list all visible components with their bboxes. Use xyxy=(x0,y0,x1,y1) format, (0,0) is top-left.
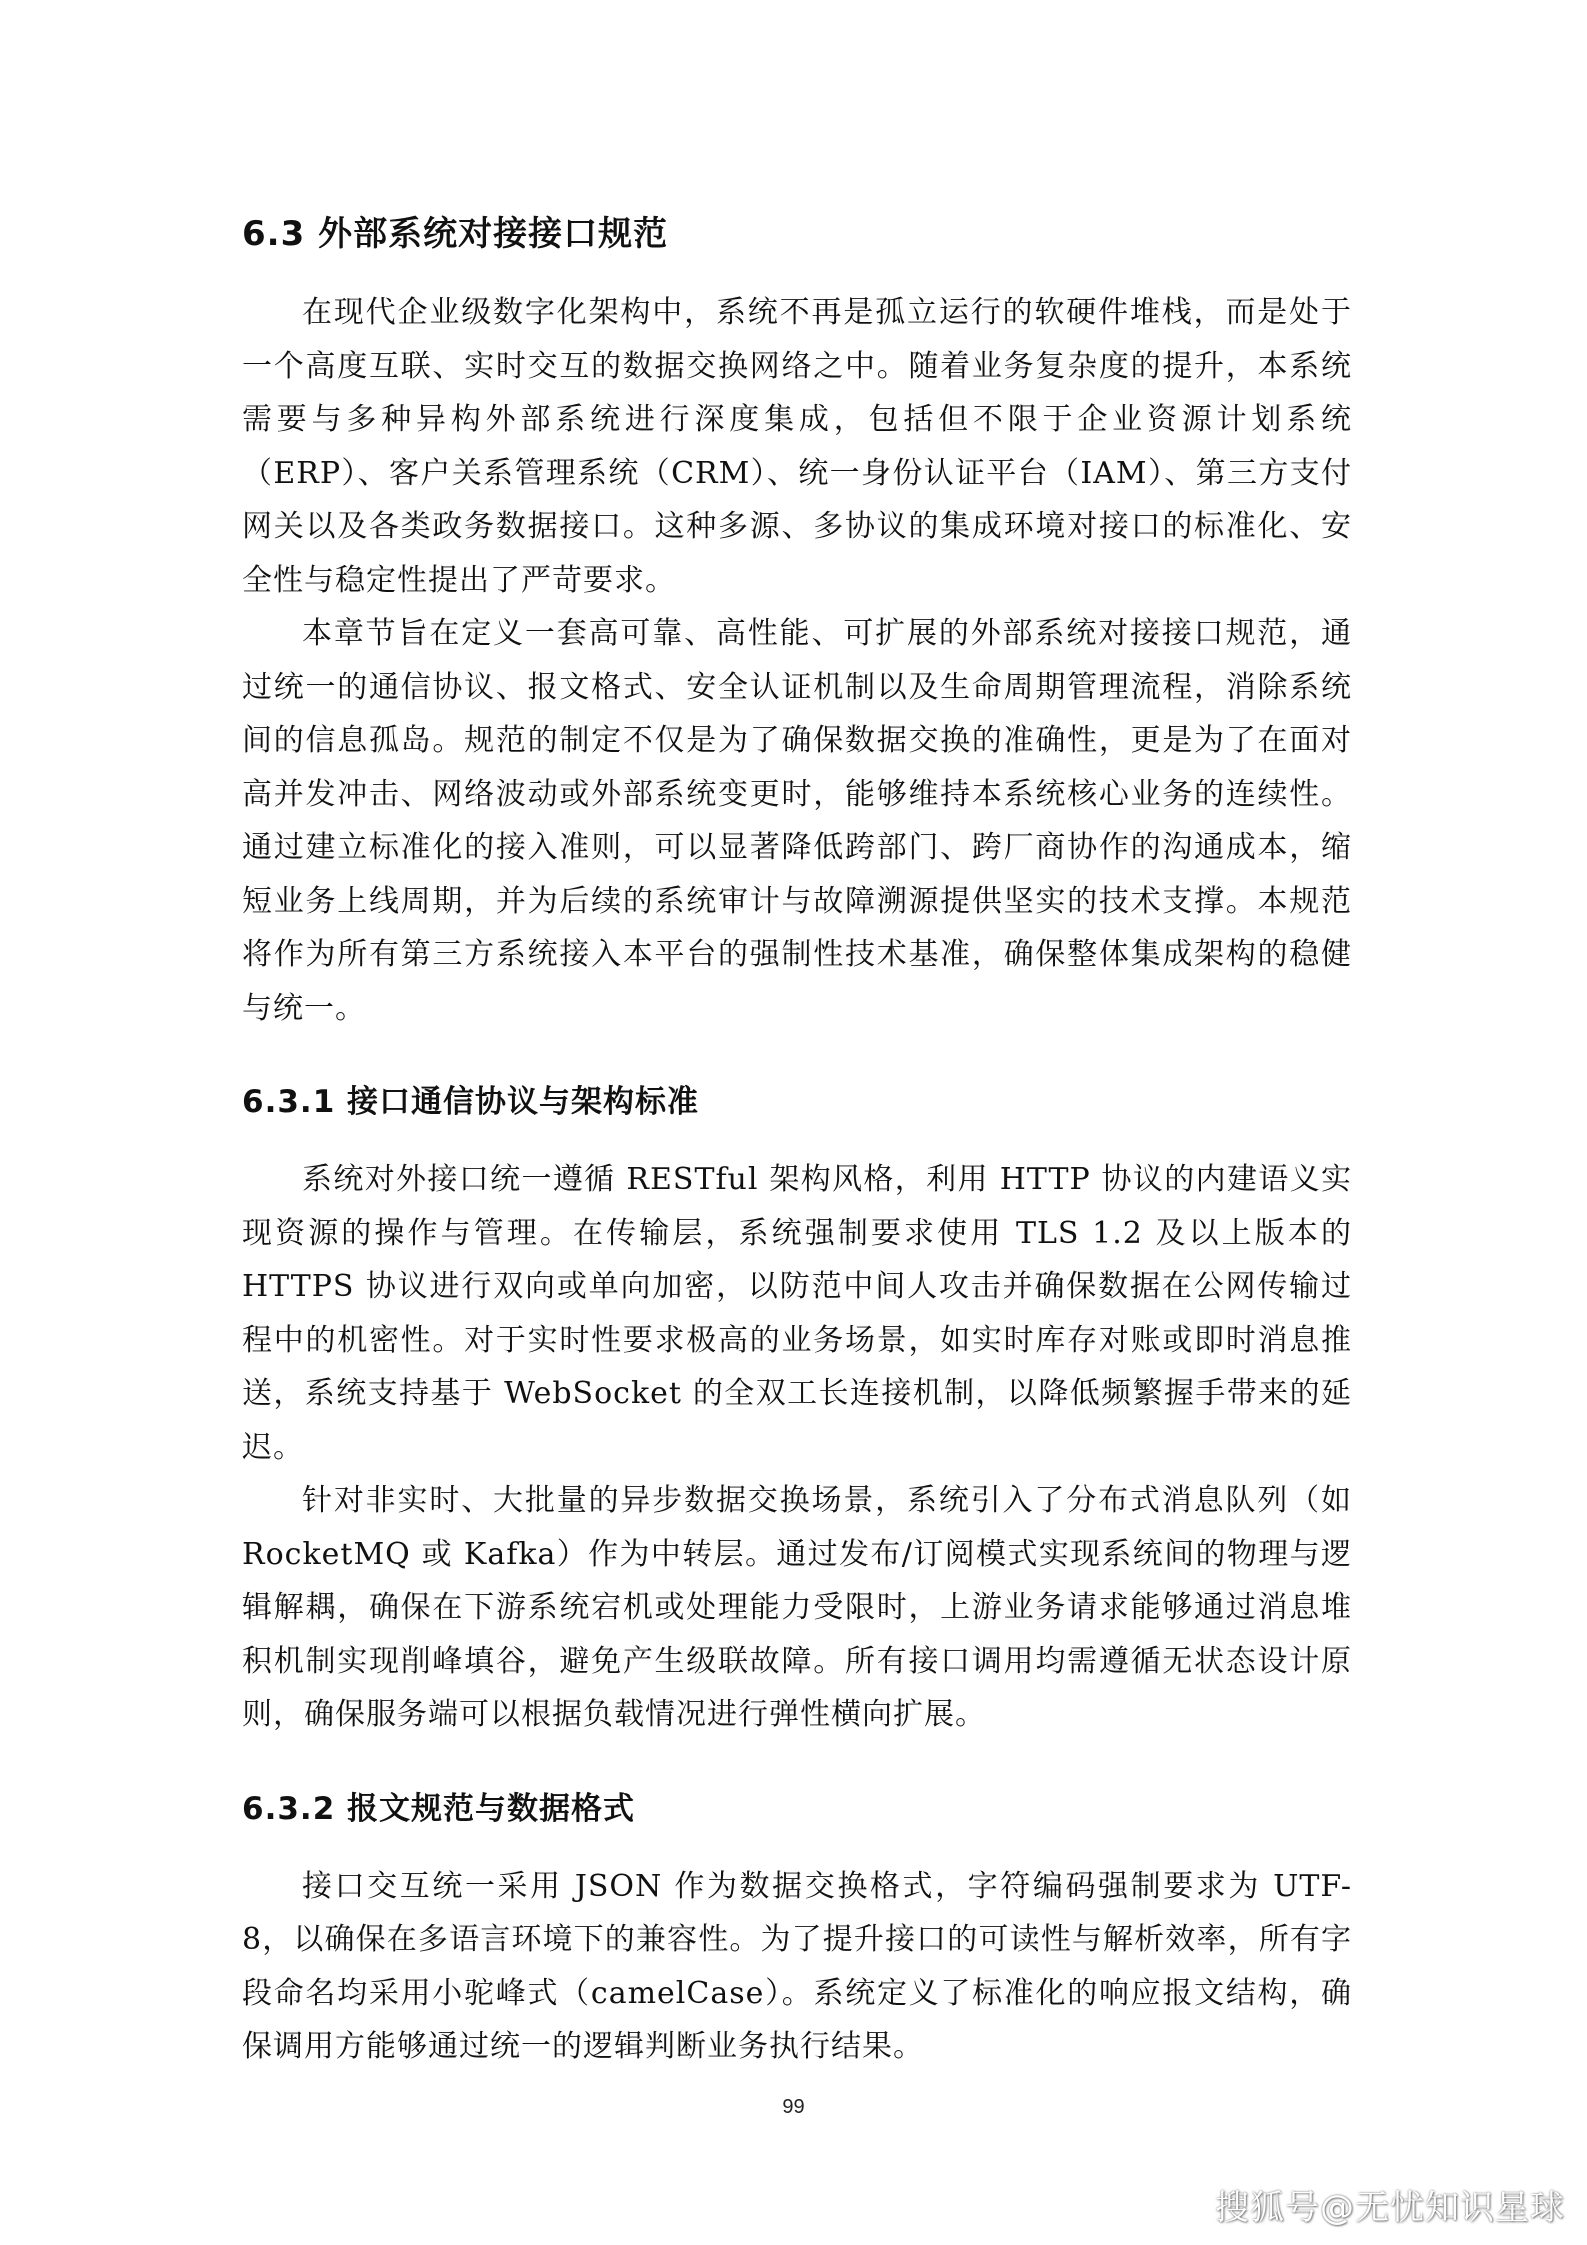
subsection-heading-6-3-1: 6.3.1 接口通信协议与架构标准 xyxy=(242,1084,700,1120)
section-paragraph-2: 本章节旨在定义一套高可靠、高性能、可扩展的外部系统对接接口规范，通过统一的通信协议、报文格式、安全认证机制以及生命周期管理流程，消除系统间的信息孤岛。规范的制定不仅是为了确保数据交换的准确性，更是为了在面对高并发冲击、网络波动或外部系统变更时，能够维持本系统核心业务的连续性。通过建立标准化的接入准则，可以显著降低跨部门、跨厂商协作的沟通成本，缩短业务上线周期，并为后续的系统审计与故障溯源提供坚实的技术支撑。本规范将作为所有第三方系统接入本平台的强制性技术基准，确保整体集成架构的稳健与统一。 xyxy=(242,616,1352,1026)
subsection-2-paragraph-1: 接口交互统一采用 JSON 作为数据交换格式，字符编码强制要求为 UTF-8，以确保在多语言环境下的兼容性。为了提升接口的可读性与解析效率，所有字段命名均采用小驼峰式（camelCase）。系统定义了标准化的响应报文结构，确保调用方能够通过统一的逻辑判断业务执行结果。 xyxy=(242,1868,1352,2064)
page-content xyxy=(242,208,1352,2074)
section-heading: 6.3 外部系统对接接口规范 xyxy=(242,214,669,254)
section-paragraph-1: 在现代企业级数字化架构中，系统不再是孤立运行的软硬件堆栈，而是处于一个高度互联、实时交互的数据交换网络之中。随着业务复杂度的提升，本系统需要与多种异构外部系统进行深度集成，包括但不限于企业资源计划系统（ERP）、客户关系管理系统（CRM）、统一身份认证平台（IAM）、第三方支付网关以及各类政务数据接口。这种多源、多协议的集成环境对接口的标准化、安全性与稳定性提出了严苛要求。 xyxy=(242,295,1352,598)
subsection-heading-6-3-2: 6.3.2 报文规范与数据格式 xyxy=(242,1790,636,1827)
subsection-1-paragraph-2: 针对非实时、大批量的异步数据交换场景，系统引入了分布式消息队列（如 RocketMQ 或 Kafka）作为中转层。通过发布/订阅模式实现系统间的物理与逻辑解耦，确保在下游系统宕机或处理能力受限时，上游业务请求能够通过消息堆积机制实现削峰填谷，避免产生级联故障。所有接口调用均需遵循无状态设计原则，确保服务端可以根据负载情况进行弹性横向扩展。 xyxy=(242,1483,1352,1732)
subsection-1-paragraph-1: 系统对外接口统一遵循 RESTful 架构风格，利用 HTTP 协议的内建语义实现资源的操作与管理。在传输层，系统强制要求使用 TLS 1.2 及以上版本的 HTTPS 协议进行双向或单向加密，以防范中间人攻击并确保数据在公网传输过程中的机密性。对于实时性要求极高的业务场景，如实时库存对账或即时消息推送，系统支持基于 WebSocket 的全双工长连接机制，以降低频繁握手带来的延迟。 xyxy=(242,1162,1352,1465)
page-number: 99 xyxy=(782,2096,805,2118)
watermark-text: 搜狐号@无忧知识星球 xyxy=(1215,2188,1565,2228)
